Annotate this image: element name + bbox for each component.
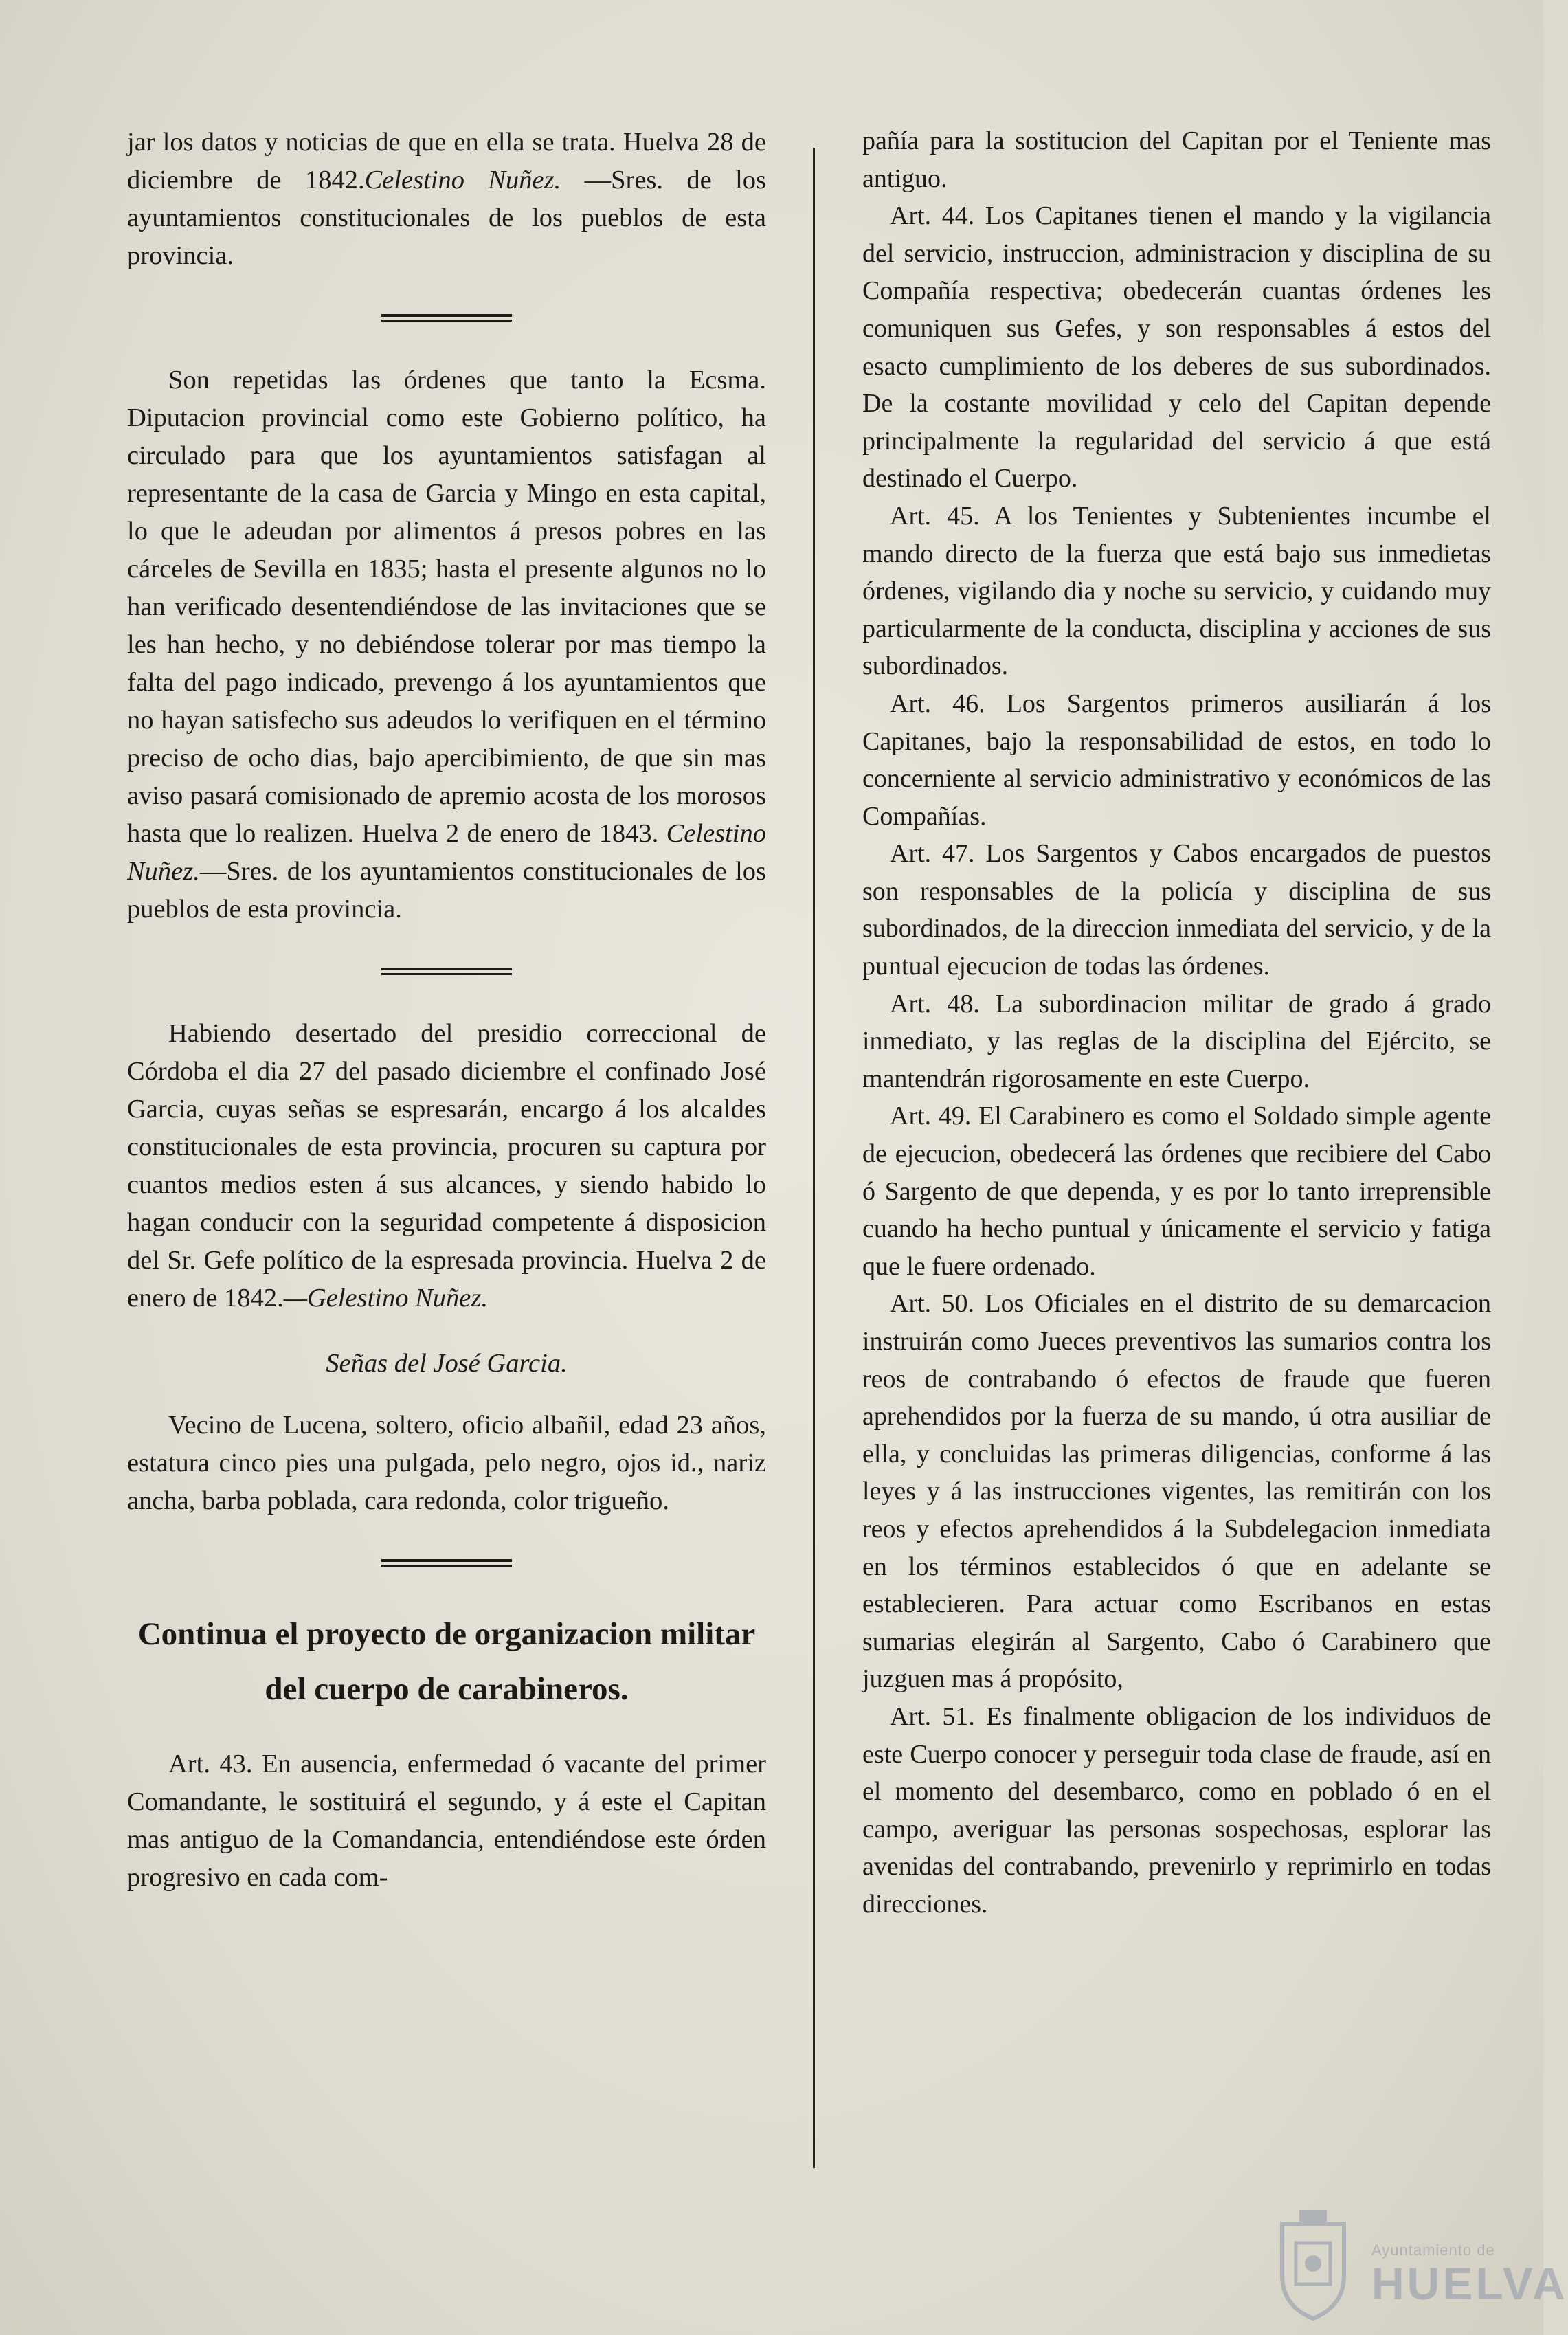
ornament-divider [381, 1558, 512, 1569]
article-49: Art. 49. El Carabinero es como el Soldado simple agente de ejecucion, obedecerá las órdenes que recibiere del Cabo ó Sargento de que dependa, y es por lo tanto irreprensible cuando ha hecho puntual y únicamente el servicio y fatiga que le fuere ordenado. [862, 1102, 1491, 1281]
ornament-divider [381, 313, 512, 324]
watermark-logo [1268, 2210, 1568, 2327]
notice-deserter-text: Habiendo desertado del presidio correccional de Córdoba el dia 27 del pasado diciembre el confinado José Garcia, cuyas señas se espresarán, encargo á los alcaldes constitucionales de esta provincia, procuren su captura por cuantos medios esten á sus alcances, y siendo habido lo hagan conducir con la seguridad competente á disposicion del Sr. Gefe político de la espresada provincia. Huelva 2 de enero de 1842. [127, 1019, 766, 1312]
watermark-top-text: Ayuntamiento de [1371, 2242, 1495, 2259]
left-column [127, 124, 766, 1897]
signature: Celestino Nuñez. [364, 166, 561, 194]
article-43: Art. 43. En ausencia, enfermedad ó vacante del primer Comandante, le sostituirá el segundo, y á este el Capitan mas antiguo de la Comandancia, entendiéndose este órden progresivo en cada com- [127, 1750, 766, 1892]
continued-paragraph [127, 124, 766, 275]
watermark-text [1371, 2242, 1568, 2308]
article-45: Art. 45. A los Tenientes y Subtenientes incumbe el mando directo de la fuerza que está bajo sus inmedietas órdenes, vigilando dia y noche su servicio, y cuidando muy particularmente de la conducta, disciplina y acciones de sus subordinados. [862, 501, 1491, 681]
watermark-name: HUELVA [1371, 2258, 1568, 2309]
deserter-description: Vecino de Lucena, soltero, oficio albañil, edad 23 años, estatura cinco pies una pulgada, pelo negro, ojos id., nariz ancha, barba poblada, cara redonda, color trigueño. [127, 1411, 766, 1515]
article-50: Art. 50. Los Oficiales en el distrito de su demarcacion instruirán como Jueces preventivos las sumarios contra los reos de contrabando ó efectos de fraude que fueren aprehendidos por la fuerza de su mando, ú otra ausiliar de ella, y concluidas las primeras diligencias, conforme á las leyes y á las instrucciones vigentes, las remitirán con los reos y efectos aprehendidos á la Subdelegacion inmediata en los términos establecidos ó que en adelante se establecieren. Para actuar como Escribanos en estas sumarias elegirán al Sargento, Cabo ó Carabinero que juzguen mas á propósito, [862, 1289, 1491, 1694]
notice-deserter [127, 1015, 766, 1317]
article-48: Art. 48. La subordinacion militar de grado á grado inmediato, y las reglas de la disciplina del Ejército, se mantendrán rigorosamente en este Cuerpo. [862, 989, 1491, 1093]
article-44: Art. 44. Los Capitanes tienen el mando y la vigilancia del servicio, instruccion, administracion y disciplina de su Compañía respectiva; obedecerán cuantas órdenes les comuniquen sus Gefes, y son responsables á estos del esacto cumplimiento de los deberes de sus subordinados. De la costante movilidad y celo del Capitan depende principalmente la regularidad del servicio á que está destinado el Cuerpo. [862, 201, 1491, 493]
notice-payment [127, 361, 766, 928]
article-46: Art. 46. Los Sargentos primeros ausiliarán á los Capitanes, bajo la responsabilidad de estos, en todo lo concerniente al servicio administrativo y económicos de las Compañías. [862, 689, 1491, 831]
continued-tail: —Sres. de los ayuntamientos constitucionales de los pueblos de esta provincia. [127, 166, 767, 270]
ornament-divider [381, 966, 512, 977]
description-caption: Señas del José Garcia. [326, 1349, 568, 1378]
signature: —Gelestino Nuñez. [283, 1284, 489, 1312]
article-47: Art. 47. Los Sargentos y Cabos encargados de puestos son responsables de la policía y disciplina de sus subordinados, de la direccion inmediata del servicio, y de la puntual ejecucion de todas las órdenes. [862, 839, 1491, 981]
article-51: Art. 51. Es finalmente obligacion de los individuos de este Cuerpo conocer y perseguir toda clase de fraude, así en el momento del desembarco, como en poblado ó en el campo, averiguar las personas sospechosas, esplorar las avenidas del contrabando, prevenirlo y reprimirlo en todas direcciones. [862, 1701, 1491, 1919]
signature: Celestino Nuñez. [127, 819, 766, 886]
coat-of-arms-icon [1268, 2210, 1358, 2323]
notice-payment-tail: —Sres. de los ayuntamientos constitucionales de los pueblos de esta provincia. [127, 857, 766, 924]
right-column [862, 122, 1491, 1923]
notice-payment-text: Son repetidas las órdenes que tanto la Ecsma. Diputacion provincial como este Gobierno político, ha circulado para que los ayuntamientos satisfagan al representante de la casa de Garcia y Mingo en esta capital, lo que le adeudan por alimentos á presos pobres en las cárceles de Sevilla en 1835; hasta el presente algunos no lo han verificado desentendiéndose de las invitaciones que se les han hecho, y no debiéndose tolerar por mas tiempo la falta del pago indicado, prevengo á los ayuntamientos que no hayan satisfecho sus adeudos lo verifiquen en el término preciso de ocho dias, bajo apercibimiento, de que sin mas aviso pasará comisionado de apremio acosta de los morosos hasta que lo realizen. Huelva 2 de enero de 1843. [127, 366, 766, 848]
column-rule [813, 148, 815, 2168]
section-heading: Continua el proyecto de organizacion militar del cuerpo de carabineros. [137, 1616, 756, 1707]
continued-article: pañía para la sostitucion del Capitan por el Teniente mas antiguo. [862, 126, 1491, 193]
continued-text: jar los datos y noticias de que en ella se trata. Huelva 28 de diciembre de 1842. [127, 128, 766, 194]
